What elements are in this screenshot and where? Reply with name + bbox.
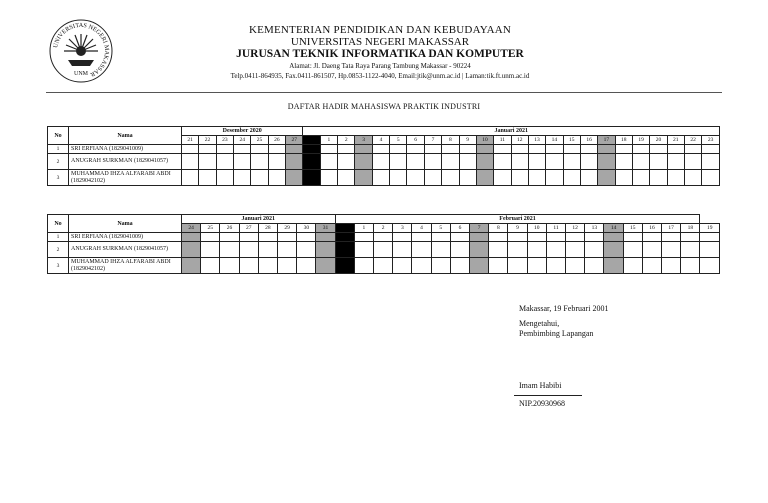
attendance-cell <box>182 170 199 186</box>
student-no: 3 <box>48 170 69 186</box>
day-label: 28 <box>258 224 277 233</box>
attendance-cell <box>598 170 615 186</box>
student-row <box>48 145 720 154</box>
attendance-cell <box>182 233 201 242</box>
attendance-table-1 <box>47 126 720 186</box>
attendance-cell <box>355 154 372 170</box>
day-label: 10 <box>476 136 493 145</box>
day-label: 1 <box>354 224 373 233</box>
col-name-header: Nama <box>69 127 182 145</box>
attendance-cell <box>355 145 372 154</box>
month-header-row <box>48 127 720 136</box>
col-name-header: Nama <box>69 215 182 233</box>
day-label: 31 <box>316 224 335 233</box>
attendance-cell <box>407 145 424 154</box>
day-label: 11 <box>546 224 565 233</box>
student-row <box>48 154 720 170</box>
day-label: 19 <box>700 224 720 233</box>
student-no: 1 <box>48 233 69 242</box>
attendance-cell <box>681 233 700 242</box>
document-title: DAFTAR HADIR MAHASISWA PRAKTIK INDUSTRI <box>287 102 481 111</box>
attendance-cell <box>216 170 233 186</box>
signature-role: Pembimbing Lapangan <box>519 329 594 338</box>
attendance-cell <box>216 145 233 154</box>
attendance-cell <box>702 170 720 186</box>
attendance-cell <box>566 242 585 258</box>
day-label: 3 <box>355 136 372 145</box>
attendance-cell <box>508 233 527 242</box>
student-name: SRI ERFIANA (1829041009) <box>69 145 182 154</box>
attendance-cell <box>182 258 201 274</box>
day-label: 19 <box>632 136 649 145</box>
day-label: 25 <box>251 136 268 145</box>
attendance-cell <box>700 233 720 242</box>
student-no: 3 <box>48 258 69 274</box>
day-label: 11 <box>494 136 511 145</box>
attendance-cell <box>450 242 469 258</box>
attendance-cell <box>662 258 681 274</box>
day-label: 8 <box>442 136 459 145</box>
attendance-cell <box>286 154 303 170</box>
attendance-cell <box>623 242 642 258</box>
attendance-cell <box>234 154 251 170</box>
attendance-cell <box>604 258 623 274</box>
attendance-cell <box>642 258 661 274</box>
attendance-cell <box>390 170 407 186</box>
student-row <box>48 170 720 186</box>
attendance-cell <box>563 170 580 186</box>
attendance-cell <box>667 154 684 170</box>
attendance-cell <box>546 258 565 274</box>
attendance-cell <box>528 154 545 170</box>
attendance-table-2 <box>47 214 720 274</box>
attendance-cell <box>355 170 372 186</box>
day-label: 26 <box>268 136 285 145</box>
attendance-cell <box>407 170 424 186</box>
student-name: MUHAMMAD IHZA ALFARABI ABDI (1829042102) <box>69 170 182 186</box>
attendance-cell <box>278 233 297 242</box>
attendance-cell <box>511 170 528 186</box>
attendance-cell <box>407 154 424 170</box>
attendance-cell <box>335 233 354 242</box>
attendance-cell <box>615 145 632 154</box>
attendance-cell <box>220 233 239 242</box>
day-label: 14 <box>546 136 563 145</box>
attendance-cell <box>615 154 632 170</box>
attendance-cell <box>303 145 320 154</box>
day-label: 17 <box>662 224 681 233</box>
attendance-cell <box>374 233 393 242</box>
day-label: 30 <box>297 224 316 233</box>
attendance-cell <box>684 145 701 154</box>
day-label: 13 <box>585 224 604 233</box>
student-row <box>48 242 720 258</box>
attendance-cell <box>335 242 354 258</box>
attendance-cell <box>459 154 476 170</box>
month-label: Januari 2021 <box>182 215 336 224</box>
day-label: 16 <box>580 136 597 145</box>
attendance-cell <box>297 242 316 258</box>
day-label: 4 <box>412 224 431 233</box>
attendance-cell <box>527 233 546 242</box>
attendance-cell <box>251 170 268 186</box>
attendance-cell <box>580 145 597 154</box>
attendance-cell <box>662 233 681 242</box>
attendance-cell <box>201 233 220 242</box>
attendance-cell <box>199 170 216 186</box>
day-label: 10 <box>527 224 546 233</box>
day-label: 23 <box>216 136 233 145</box>
attendance-cell <box>511 145 528 154</box>
attendance-cell <box>476 170 493 186</box>
day-label: 16 <box>642 224 661 233</box>
signature-nip: NIP.20930968 <box>519 399 566 408</box>
attendance-cell <box>642 242 661 258</box>
day-label: 20 <box>650 136 667 145</box>
attendance-cell <box>585 258 604 274</box>
address-line: Alamat: Jl. Daeng Tata Raya Parang Tambung Makassar - 90224 <box>289 62 471 70</box>
attendance-cell <box>278 258 297 274</box>
attendance-cell <box>459 170 476 186</box>
attendance-cell <box>442 170 459 186</box>
day-label: 5 <box>431 224 450 233</box>
contact-line: Telp.0411-864935, Fax.0411-861507, Hp.0853-1122-4040, Email:jtik@unm.ac.id | Laman:tik.ft.unm.ac.id <box>230 72 530 80</box>
attendance-cell <box>374 258 393 274</box>
day-label: 15 <box>623 224 642 233</box>
attendance-cell <box>470 242 489 258</box>
attendance-cell <box>527 242 546 258</box>
attendance-cell <box>258 233 277 242</box>
attendance-cell <box>216 154 233 170</box>
header-divider <box>46 92 722 93</box>
day-label: 4 <box>372 136 389 145</box>
attendance-cell <box>546 154 563 170</box>
month-label: Januari 2021 <box>303 127 720 136</box>
attendance-cell <box>700 242 720 258</box>
attendance-cell <box>424 170 441 186</box>
attendance-cell <box>338 154 355 170</box>
attendance-cell <box>372 154 389 170</box>
attendance-cell <box>199 154 216 170</box>
day-label: 15 <box>563 136 580 145</box>
student-row <box>48 258 720 274</box>
attendance-cell <box>667 170 684 186</box>
day-label: 12 <box>511 136 528 145</box>
attendance-cell <box>258 258 277 274</box>
attendance-cell <box>476 145 493 154</box>
student-no: 1 <box>48 145 69 154</box>
student-row <box>48 233 720 242</box>
attendance-cell <box>511 154 528 170</box>
attendance-cell <box>239 233 258 242</box>
month-header-row <box>48 215 720 224</box>
university-logo <box>48 18 114 84</box>
day-label <box>303 136 320 145</box>
attendance-cell <box>642 233 661 242</box>
attendance-cell <box>450 258 469 274</box>
attendance-cell <box>442 154 459 170</box>
attendance-cell <box>598 154 615 170</box>
day-label: 27 <box>239 224 258 233</box>
attendance-cell <box>563 145 580 154</box>
attendance-cell <box>431 258 450 274</box>
attendance-cell <box>431 233 450 242</box>
attendance-cell <box>374 242 393 258</box>
day-label: 21 <box>182 136 199 145</box>
attendance-cell <box>623 233 642 242</box>
attendance-cell <box>320 170 337 186</box>
attendance-cell <box>494 154 511 170</box>
attendance-cell <box>372 145 389 154</box>
attendance-cell <box>528 145 545 154</box>
attendance-cell <box>390 154 407 170</box>
col-no-header: No <box>48 127 69 145</box>
attendance-cell <box>650 145 667 154</box>
day-label: 23 <box>702 136 720 145</box>
attendance-cell <box>508 258 527 274</box>
student-name: ANUGRAH SURKMAN (1829041057) <box>69 154 182 170</box>
attendance-cell <box>681 242 700 258</box>
month-label: Februari 2021 <box>335 215 700 224</box>
day-label: 6 <box>450 224 469 233</box>
attendance-cell <box>632 145 649 154</box>
attendance-cell <box>546 170 563 186</box>
day-label <box>335 224 354 233</box>
attendance-cell <box>354 233 373 242</box>
attendance-cell <box>527 258 546 274</box>
attendance-cell <box>494 145 511 154</box>
day-label: 26 <box>220 224 239 233</box>
attendance-cell <box>258 242 277 258</box>
attendance-cell <box>546 145 563 154</box>
day-label: 29 <box>278 224 297 233</box>
svg-text:UNM: UNM <box>73 71 89 77</box>
attendance-cell <box>239 242 258 258</box>
attendance-cell <box>580 154 597 170</box>
day-label: 7 <box>424 136 441 145</box>
attendance-cell <box>546 242 565 258</box>
day-label: 17 <box>598 136 615 145</box>
attendance-cell <box>412 242 431 258</box>
attendance-cell <box>702 154 720 170</box>
student-name: ANUGRAH SURKMAN (1829041057) <box>69 242 182 258</box>
attendance-cell <box>604 233 623 242</box>
attendance-cell <box>580 170 597 186</box>
attendance-cell <box>470 233 489 242</box>
attendance-cell <box>424 154 441 170</box>
attendance-cell <box>489 242 508 258</box>
day-label: 6 <box>407 136 424 145</box>
attendance-cell <box>278 242 297 258</box>
attendance-cell <box>354 242 373 258</box>
attendance-cell <box>585 242 604 258</box>
attendance-cell <box>702 145 720 154</box>
attendance-cell <box>316 242 335 258</box>
day-label: 25 <box>201 224 220 233</box>
attendance-cell <box>303 154 320 170</box>
day-label: 5 <box>390 136 407 145</box>
col-no-header: No <box>48 215 69 233</box>
signature-line <box>514 395 582 396</box>
attendance-cell <box>412 233 431 242</box>
attendance-cell <box>234 145 251 154</box>
attendance-cell <box>650 170 667 186</box>
student-name: SRI ERFIANA (1829041009) <box>69 233 182 242</box>
attendance-cell <box>220 258 239 274</box>
attendance-cell <box>251 145 268 154</box>
attendance-cell <box>431 242 450 258</box>
attendance-cell <box>450 233 469 242</box>
attendance-cell <box>239 258 258 274</box>
day-label: 13 <box>528 136 545 145</box>
attendance-cell <box>604 242 623 258</box>
day-label: 2 <box>374 224 393 233</box>
attendance-cell <box>623 258 642 274</box>
day-label: 21 <box>667 136 684 145</box>
signature-acknowledged: Mengetahui, <box>519 319 560 328</box>
attendance-cell <box>234 170 251 186</box>
attendance-cell <box>268 170 285 186</box>
attendance-cell <box>316 233 335 242</box>
attendance-cell <box>632 170 649 186</box>
university-name: UNIVERSITAS NEGERI MAKASSAR <box>290 36 470 48</box>
attendance-cell <box>220 242 239 258</box>
attendance-cell <box>316 258 335 274</box>
student-name: MUHAMMAD IHZA ALFARABI ABDI (1829042102) <box>69 258 182 274</box>
attendance-cell <box>489 258 508 274</box>
day-label: 22 <box>684 136 701 145</box>
attendance-cell <box>199 145 216 154</box>
attendance-cell <box>182 242 201 258</box>
day-label: 1 <box>320 136 337 145</box>
attendance-cell <box>320 154 337 170</box>
svg-text:UNIVERSITAS NEGERI MAKASSAR: UNIVERSITAS NEGERI MAKASSAR <box>52 21 111 78</box>
attendance-cell <box>470 258 489 274</box>
attendance-cell <box>182 154 199 170</box>
day-label: 24 <box>182 224 201 233</box>
attendance-cell <box>476 154 493 170</box>
attendance-cell <box>585 233 604 242</box>
attendance-cell <box>459 145 476 154</box>
day-label: 9 <box>508 224 527 233</box>
day-label: 2 <box>338 136 355 145</box>
attendance-cell <box>566 233 585 242</box>
day-label: 7 <box>470 224 489 233</box>
attendance-cell <box>297 233 316 242</box>
attendance-cell <box>662 242 681 258</box>
attendance-cell <box>424 145 441 154</box>
attendance-cell <box>303 170 320 186</box>
attendance-cell <box>528 170 545 186</box>
attendance-cell <box>632 154 649 170</box>
attendance-cell <box>297 258 316 274</box>
attendance-cell <box>566 258 585 274</box>
month-label: Desember 2020 <box>182 127 303 136</box>
attendance-cell <box>390 145 407 154</box>
attendance-cell <box>681 258 700 274</box>
attendance-cell <box>700 258 720 274</box>
day-label: 14 <box>604 224 623 233</box>
attendance-cell <box>598 145 615 154</box>
attendance-cell <box>201 258 220 274</box>
day-label: 3 <box>393 224 412 233</box>
attendance-cell <box>393 242 412 258</box>
day-label: 18 <box>681 224 700 233</box>
signature-place-date: Makassar, 19 Februari 2001 <box>519 304 609 313</box>
attendance-cell <box>615 170 632 186</box>
attendance-cell <box>320 145 337 154</box>
department-name: JURUSAN TEKNIK INFORMATIKA DAN KOMPUTER <box>236 48 524 60</box>
letterhead <box>200 24 560 81</box>
attendance-cell <box>268 145 285 154</box>
attendance-cell <box>372 170 389 186</box>
day-label: 24 <box>234 136 251 145</box>
student-no: 2 <box>48 242 69 258</box>
signature-name: Imam Habibi <box>519 381 562 390</box>
day-label: 9 <box>459 136 476 145</box>
student-no: 2 <box>48 154 69 170</box>
day-label: 22 <box>199 136 216 145</box>
attendance-cell <box>546 233 565 242</box>
attendance-cell <box>201 242 220 258</box>
attendance-cell <box>268 154 285 170</box>
day-label: 27 <box>286 136 303 145</box>
attendance-cell <box>508 242 527 258</box>
attendance-cell <box>393 233 412 242</box>
attendance-cell <box>335 258 354 274</box>
attendance-cell <box>338 170 355 186</box>
attendance-cell <box>489 233 508 242</box>
attendance-cell <box>338 145 355 154</box>
attendance-cell <box>393 258 412 274</box>
attendance-cell <box>684 154 701 170</box>
attendance-cell <box>650 154 667 170</box>
attendance-cell <box>442 145 459 154</box>
attendance-cell <box>354 258 373 274</box>
day-label: 8 <box>489 224 508 233</box>
attendance-cell <box>412 258 431 274</box>
day-label: 18 <box>615 136 632 145</box>
day-label: 12 <box>566 224 585 233</box>
attendance-cell <box>494 170 511 186</box>
attendance-cell <box>667 145 684 154</box>
attendance-cell <box>286 145 303 154</box>
attendance-cell <box>286 170 303 186</box>
attendance-cell <box>684 170 701 186</box>
ministry-name: KEMENTERIAN PENDIDIKAN DAN KEBUDAYAAN <box>248 24 512 36</box>
attendance-cell <box>182 145 199 154</box>
attendance-cell <box>251 154 268 170</box>
attendance-cell <box>563 154 580 170</box>
